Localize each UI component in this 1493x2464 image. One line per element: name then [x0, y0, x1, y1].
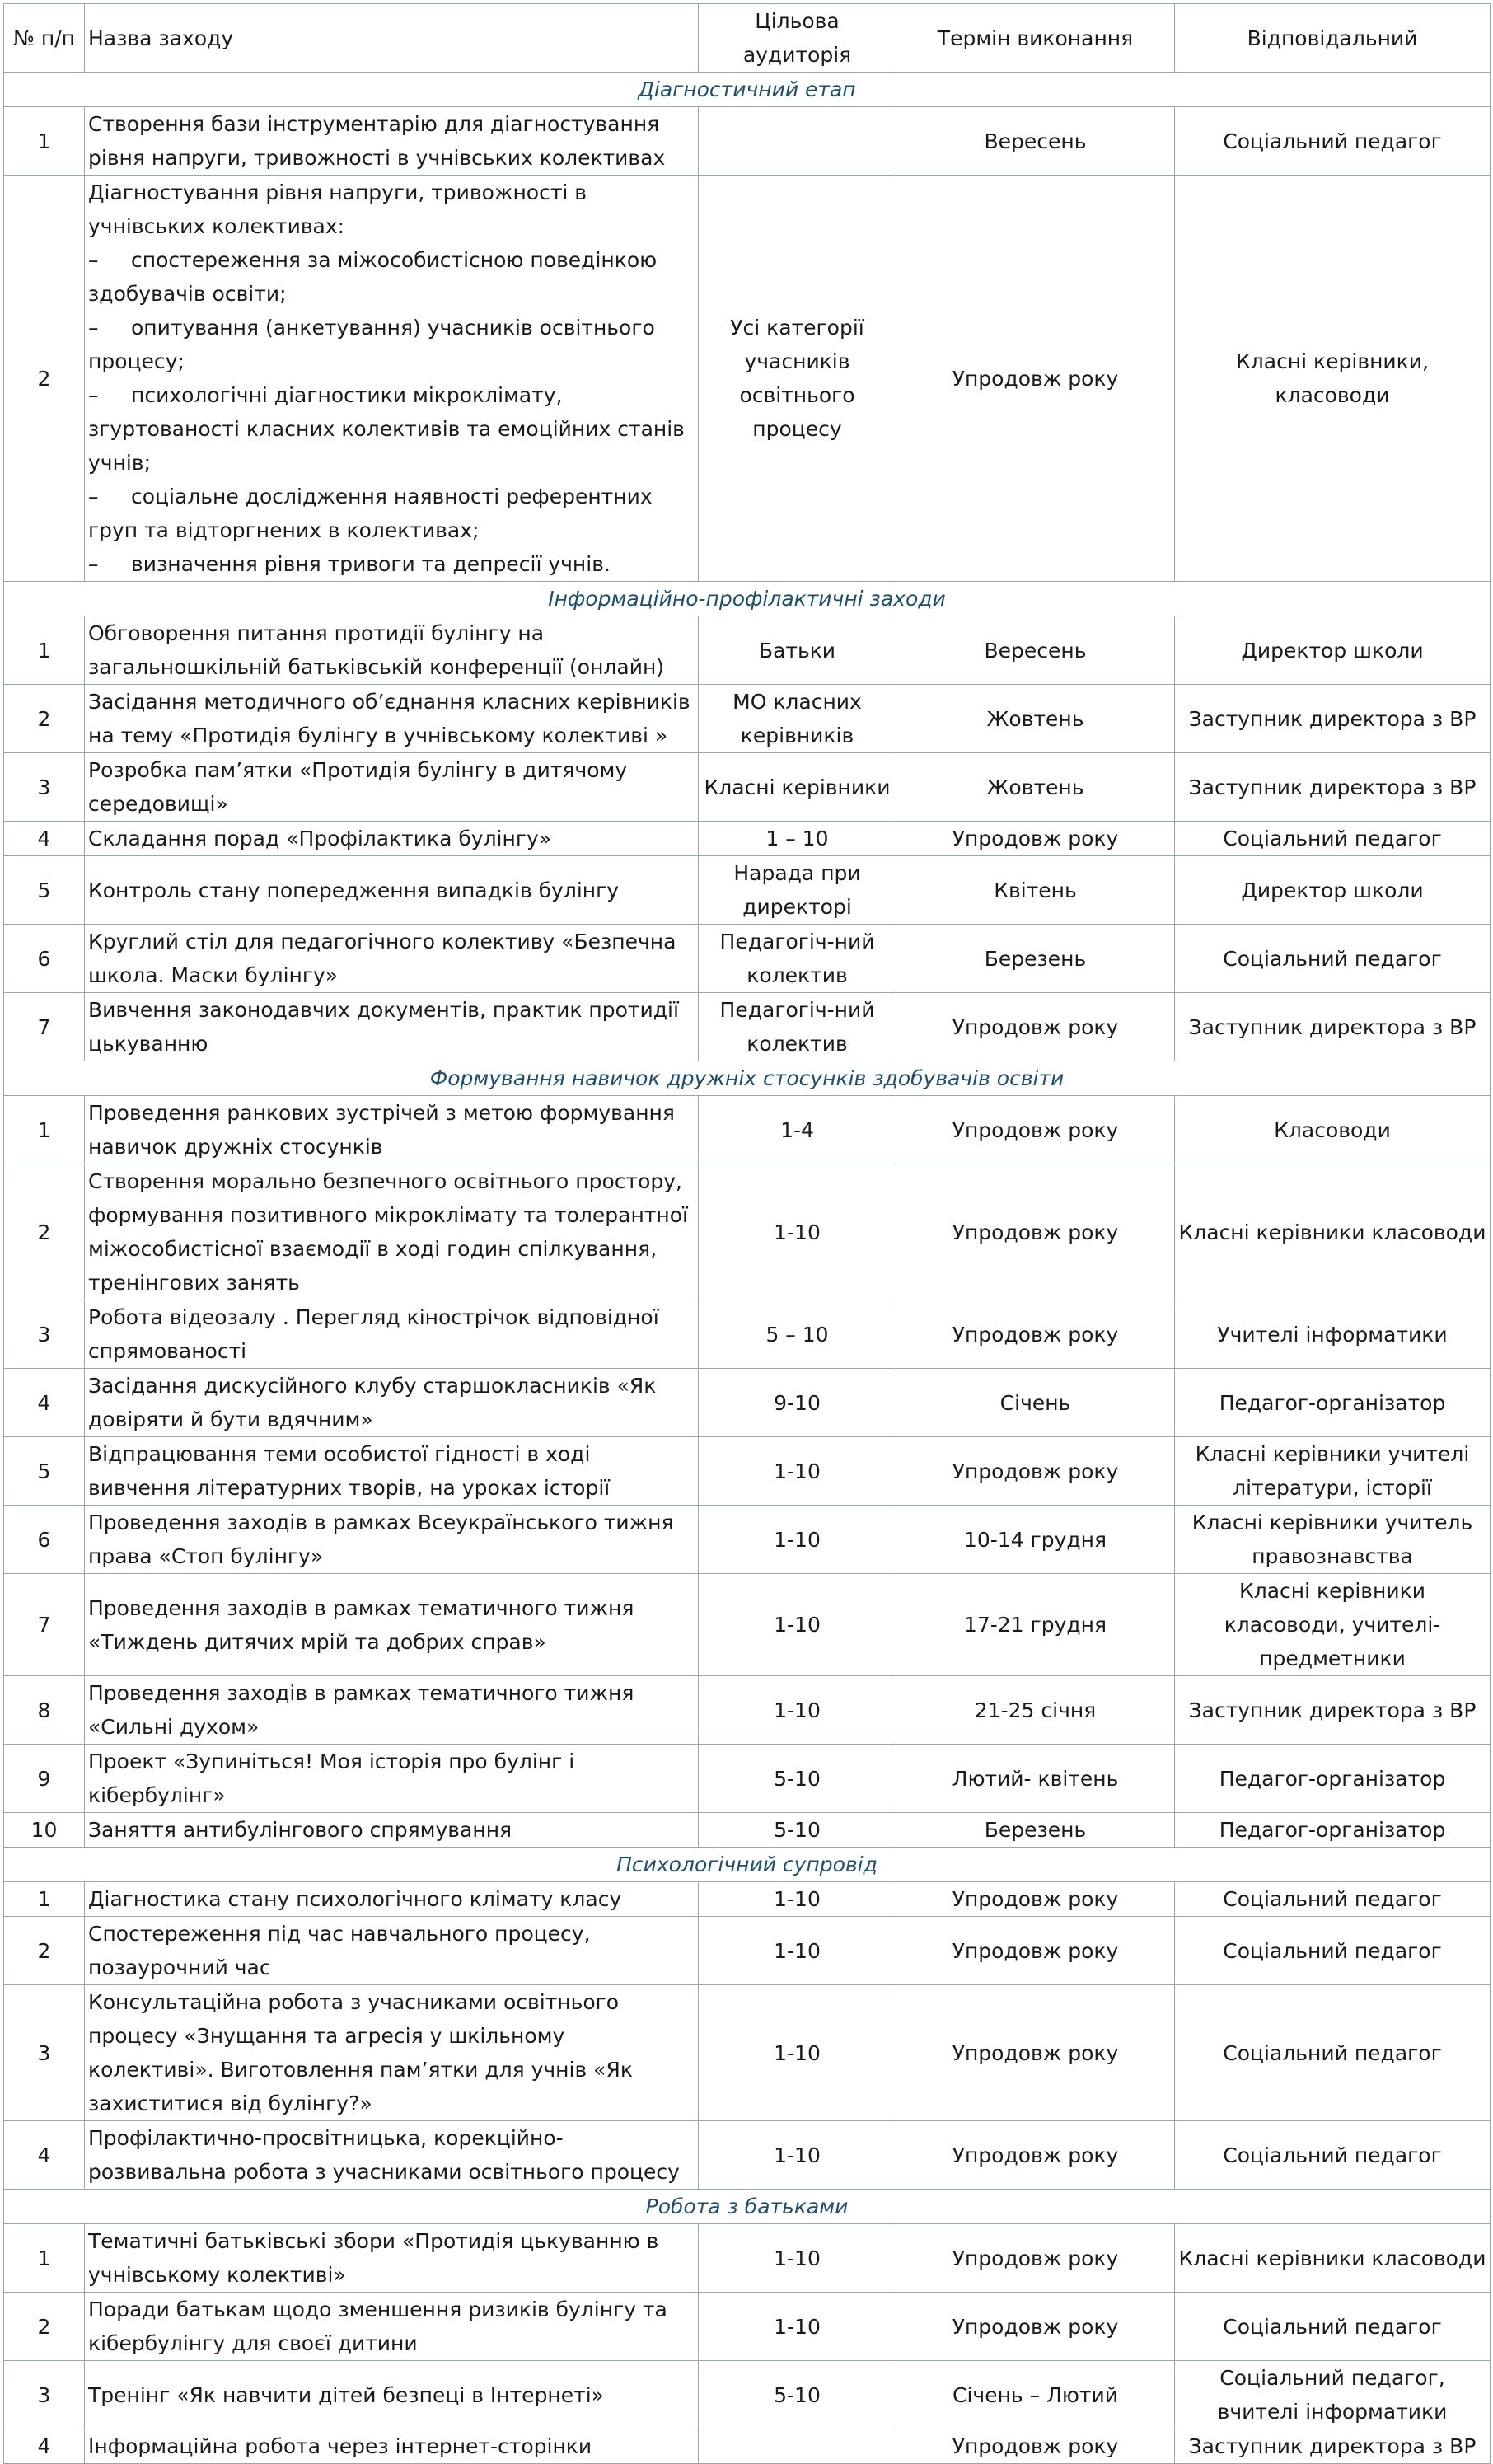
row-activity-name: Діагностика стану психологічного клімату класу: [85, 1882, 699, 1917]
row-term: 21-25 січня: [896, 1676, 1175, 1745]
subitem-text: соціальне дослідження наявності референтних груп та відторгнених в колективах;: [88, 485, 653, 542]
table-row: [4, 1813, 1491, 1848]
row-activity-name: Робота відеозалу . Перегляд кінострічок відповідної спрямованості: [85, 1300, 699, 1369]
row-responsible: Заступник директора з ВР: [1175, 993, 1491, 1061]
row-activity-name: Заняття антибулінгового спрямування: [85, 1813, 699, 1848]
row-responsible: Педагог-організатор: [1175, 1813, 1491, 1848]
table-row: [4, 993, 1491, 1061]
row-responsible: Класні керівники класоводи: [1175, 2224, 1491, 2293]
row-term: Березень: [896, 1813, 1175, 1848]
row-term: Упродовж року: [896, 1437, 1175, 1506]
table-row: [4, 822, 1491, 856]
row-audience: 1-10: [699, 1506, 896, 1574]
activity-plan-table: [3, 3, 1491, 2464]
row-activity-name: Створення бази інструментарію для діагностування рівня напруги, тривожності в учнівських колективах: [85, 107, 699, 176]
row-term: Упродовж року: [896, 1882, 1175, 1917]
dash-marker: –: [88, 316, 99, 340]
row-audience: 1-10: [699, 1985, 896, 2121]
row-responsible: Соціальний педагог: [1175, 1917, 1491, 1985]
row-term: Січень: [896, 1369, 1175, 1437]
subitem-text: спостереження за міжособистісною поведінкою здобувачів освіти;: [88, 248, 658, 306]
row-number: 5: [4, 1437, 85, 1506]
row-number: 4: [4, 822, 85, 856]
row-number: 6: [4, 1506, 85, 1574]
row-responsible: Соціальний педагог: [1175, 1882, 1491, 1917]
row-activity-name: Тренінг «Як навчити дітей безпеці в Інтернеті»: [85, 2361, 699, 2429]
row-number: 6: [4, 925, 85, 993]
row-audience: 5-10: [699, 1813, 896, 1848]
row-responsible: Соціальний педагог: [1175, 2293, 1491, 2361]
row-audience: Батьки: [699, 616, 896, 685]
row-audience: 1-10: [699, 2121, 896, 2190]
row-audience: Педагогіч-ний колектив: [699, 925, 896, 993]
row-activity-name: Контроль стану попередження випадків булінгу: [85, 856, 699, 925]
row-number: 5: [4, 856, 85, 925]
row-audience: 9-10: [699, 1369, 896, 1437]
row-number: 7: [4, 993, 85, 1061]
row-audience: [699, 2429, 896, 2464]
row-number: 2: [4, 2293, 85, 2361]
row-number: 9: [4, 1745, 85, 1813]
row-term: Березень: [896, 925, 1175, 993]
row-term: Квітень: [896, 856, 1175, 925]
row-audience: 1 – 10: [699, 822, 896, 856]
table-row: [4, 2429, 1491, 2464]
row-responsible: Педагог-організатор: [1175, 1745, 1491, 1813]
section-row: [4, 582, 1491, 616]
dash-marker: –: [88, 552, 99, 576]
row-term: Упродовж року: [896, 2293, 1175, 2361]
activity-subitem: [88, 480, 695, 547]
row-responsible: Директор школи: [1175, 856, 1491, 925]
row-audience: МО класних керівників: [699, 685, 896, 753]
activity-subitem: [88, 547, 695, 581]
header-term: Термін виконання: [896, 4, 1175, 73]
row-term: Упродовж року: [896, 176, 1175, 582]
row-term: Упродовж року: [896, 1917, 1175, 1985]
table-row: [4, 1300, 1491, 1369]
row-responsible: Соціальний педагог, вчителі інформатики: [1175, 2361, 1491, 2429]
row-audience: Усі категорії учасників освітнього процесу: [699, 176, 896, 582]
row-activity-name: Інформаційна робота через інтернет-сторінки: [85, 2429, 699, 2464]
row-number: 7: [4, 1574, 85, 1676]
table-row: [4, 685, 1491, 753]
row-responsible: Соціальний педагог: [1175, 2121, 1491, 2190]
table-row: [4, 2121, 1491, 2190]
row-activity-name: Спостереження під час навчального процесу, позаурочний час: [85, 1917, 699, 1985]
row-audience: 5-10: [699, 2361, 896, 2429]
row-term: Упродовж року: [896, 1985, 1175, 2121]
row-audience: 1-10: [699, 1917, 896, 1985]
row-activity-name: Складання порад «Профілактика булінгу»: [85, 822, 699, 856]
row-activity-name: [85, 176, 699, 582]
table-row: [4, 1882, 1491, 1917]
row-term: Жовтень: [896, 685, 1175, 753]
row-activity-name: Круглий стіл для педагогічного колективу «Безпечна школа. Маски булінгу»: [85, 925, 699, 993]
activity-subitem: [88, 243, 695, 311]
row-term: Упродовж року: [896, 1300, 1175, 1369]
section-row: [4, 1061, 1491, 1096]
section-row: [4, 1848, 1491, 1882]
row-audience: [699, 107, 896, 176]
row-term: Упродовж року: [896, 822, 1175, 856]
header-num: № п/п: [4, 4, 85, 73]
row-audience: 1-4: [699, 1096, 896, 1164]
row-number: 1: [4, 616, 85, 685]
row-responsible: Класні керівники класоводи, учителі-предметники: [1175, 1574, 1491, 1676]
row-term: Лютий- квітень: [896, 1745, 1175, 1813]
row-audience: 1-10: [699, 2293, 896, 2361]
row-term: Січень – Лютий: [896, 2361, 1175, 2429]
row-responsible: Класні керівники учитель правознавства: [1175, 1506, 1491, 1574]
row-audience: Класні керівники: [699, 753, 896, 822]
row-activity-name: Відпрацювання теми особистої гідності в ході вивчення літературних творів, на уроках історії: [85, 1437, 699, 1506]
row-activity-name: Проект «Зупиніться! Моя історія про булінг і кібербулінг»: [85, 1745, 699, 1813]
row-term: Вересень: [896, 107, 1175, 176]
table-row: [4, 616, 1491, 685]
table-row: [4, 856, 1491, 925]
header-audience: Цільова аудиторія: [699, 4, 896, 73]
row-audience: Нарада при директорі: [699, 856, 896, 925]
row-activity-name: Профілактично-просвітницька, корекційно-розвивальна робота з учасниками освітнього процесу: [85, 2121, 699, 2190]
dash-marker: –: [88, 248, 99, 272]
table-row: [4, 1164, 1491, 1300]
row-responsible: Заступник директора з ВР: [1175, 753, 1491, 822]
row-activity-name: Засідання дискусійного клубу старшокласників «Як довіряти й бути вдячним»: [85, 1369, 699, 1437]
row-audience: 1-10: [699, 1882, 896, 1917]
table-row: [4, 1985, 1491, 2121]
row-activity-name: Тематичні батьківські збори «Протидія цькуванню в учнівському колективі»: [85, 2224, 699, 2293]
row-audience: 1-10: [699, 1676, 896, 1745]
plan-body: [4, 73, 1491, 2464]
activity-intro: Діагностування рівня напруги, тривожності в учнівських колективах:: [88, 180, 587, 238]
row-term: 17-21 грудня: [896, 1574, 1175, 1676]
header-responsible: Відповідальний: [1175, 4, 1491, 73]
row-responsible: Соціальний педагог: [1175, 1985, 1491, 2121]
row-term: Упродовж року: [896, 1164, 1175, 1300]
table-row: [4, 107, 1491, 176]
row-number: 1: [4, 1882, 85, 1917]
table-row: [4, 1917, 1491, 1985]
activity-subitem: [88, 378, 695, 480]
row-activity-name: Створення морально безпечного освітнього простору, формування позитивного мікроклімату та толерантної міжособистісної взаємодії в ході годин спілкування, тренінгових занять: [85, 1164, 699, 1300]
section-title: Психологічний супровід: [4, 1848, 1491, 1882]
dash-marker: –: [88, 383, 99, 407]
table-row: [4, 176, 1491, 582]
row-audience: 1-10: [699, 1437, 896, 1506]
row-number: 4: [4, 1369, 85, 1437]
row-responsible: Заступник директора з ВР: [1175, 1676, 1491, 1745]
row-number: 3: [4, 1300, 85, 1369]
row-term: Упродовж року: [896, 1096, 1175, 1164]
row-number: 2: [4, 176, 85, 582]
row-responsible: Учителі інформатики: [1175, 1300, 1491, 1369]
row-responsible: Педагог-організатор: [1175, 1369, 1491, 1437]
row-number: 4: [4, 2429, 85, 2464]
row-audience: 1-10: [699, 1574, 896, 1676]
row-number: 1: [4, 107, 85, 176]
row-responsible: Класні керівники учителі літератури, історії: [1175, 1437, 1491, 1506]
table-row: [4, 2224, 1491, 2293]
row-responsible: Класні керівники, класоводи: [1175, 176, 1491, 582]
row-activity-name: Обговорення питання протидії булінгу на загальношкільній батьківській конференції (онлайн): [85, 616, 699, 685]
row-audience: 1-10: [699, 1164, 896, 1300]
section-row: [4, 73, 1491, 107]
row-responsible: Заступник директора з ВР: [1175, 685, 1491, 753]
row-number: 10: [4, 1813, 85, 1848]
section-title: Формування навичок дружніх стосунків здобувачів освіти: [4, 1061, 1491, 1096]
table-row: [4, 1369, 1491, 1437]
row-audience: 5-10: [699, 1745, 896, 1813]
header-row: [4, 4, 1491, 73]
row-activity-name: Вивчення законодавчих документів, практик протидії цькуванню: [85, 993, 699, 1061]
table-row: [4, 1437, 1491, 1506]
table-row: [4, 1096, 1491, 1164]
row-term: Упродовж року: [896, 2224, 1175, 2293]
row-responsible: Класоводи: [1175, 1096, 1491, 1164]
row-number: 2: [4, 1917, 85, 1985]
row-responsible: Класні керівники класоводи: [1175, 1164, 1491, 1300]
table-row: [4, 2293, 1491, 2361]
row-number: 3: [4, 1985, 85, 2121]
row-responsible: Соціальний педагог: [1175, 925, 1491, 993]
row-activity-name: Проведення заходів в рамках тематичного тижня «Сильні духом»: [85, 1676, 699, 1745]
row-audience: 5 – 10: [699, 1300, 896, 1369]
subitem-text: опитування (анкетування) учасників освітнього процесу;: [88, 316, 655, 373]
row-number: 4: [4, 2121, 85, 2190]
section-title: Інформаційно-профілактичні заходи: [4, 582, 1491, 616]
row-audience: Педагогіч-ний колектив: [699, 993, 896, 1061]
table-row: [4, 1676, 1491, 1745]
row-term: Упродовж року: [896, 993, 1175, 1061]
table-row: [4, 925, 1491, 993]
row-term: Жовтень: [896, 753, 1175, 822]
row-number: 3: [4, 2361, 85, 2429]
row-activity-name: Розробка пам’ятки «Протидія булінгу в дитячому середовищі»: [85, 753, 699, 822]
section-title: Діагностичний етап: [4, 73, 1491, 107]
row-term: 10-14 грудня: [896, 1506, 1175, 1574]
table-row: [4, 1745, 1491, 1813]
table-row: [4, 1574, 1491, 1676]
section-row: [4, 2190, 1491, 2224]
row-number: 3: [4, 753, 85, 822]
row-number: 1: [4, 1096, 85, 1164]
table-row: [4, 753, 1491, 822]
row-audience: 1-10: [699, 2224, 896, 2293]
row-term: Упродовж року: [896, 2121, 1175, 2190]
table-row: [4, 1506, 1491, 1574]
row-term: Упродовж року: [896, 2429, 1175, 2464]
activity-subitem: [88, 311, 695, 378]
row-activity-name: Проведення ранкових зустрічей з метою формування навичок дружніх стосунків: [85, 1096, 699, 1164]
row-activity-name: Проведення заходів в рамках Всеукраїнського тижня права «Стоп булінгу»: [85, 1506, 699, 1574]
row-number: 1: [4, 2224, 85, 2293]
section-title: Робота з батьками: [4, 2190, 1491, 2224]
header-name: Назва заходу: [85, 4, 699, 73]
row-activity-name: Поради батькам щодо зменшення ризиків булінгу та кібербулінгу для своєї дитини: [85, 2293, 699, 2361]
row-responsible: Соціальний педагог: [1175, 822, 1491, 856]
row-activity-name: Проведення заходів в рамках тематичного тижня «Тиждень дитячих мрій та добрих справ»: [85, 1574, 699, 1676]
row-responsible: Директор школи: [1175, 616, 1491, 685]
row-number: 8: [4, 1676, 85, 1745]
dash-marker: –: [88, 485, 99, 508]
row-responsible: Соціальний педагог: [1175, 107, 1491, 176]
table-row: [4, 2361, 1491, 2429]
row-responsible: Заступник директора з ВР: [1175, 2429, 1491, 2464]
subitem-text: визначення рівня тривоги та депресії учнів.: [131, 552, 611, 576]
row-number: 2: [4, 1164, 85, 1300]
subitem-text: психологічні діагностики мікроклімату, згуртованості класних колективів та емоційних станів учнів;: [88, 383, 685, 475]
row-activity-name: Консультаційна робота з учасниками освітнього процесу «Знущання та агресія у шкільному колективі». Виготовлення пам’ятки для учнів «Як захиститися від булінгу?»: [85, 1985, 699, 2121]
row-activity-name: Засідання методичного об’єднання класних керівників на тему «Протидія булінгу в учнівському колективі »: [85, 685, 699, 753]
row-number: 2: [4, 685, 85, 753]
row-term: Вересень: [896, 616, 1175, 685]
